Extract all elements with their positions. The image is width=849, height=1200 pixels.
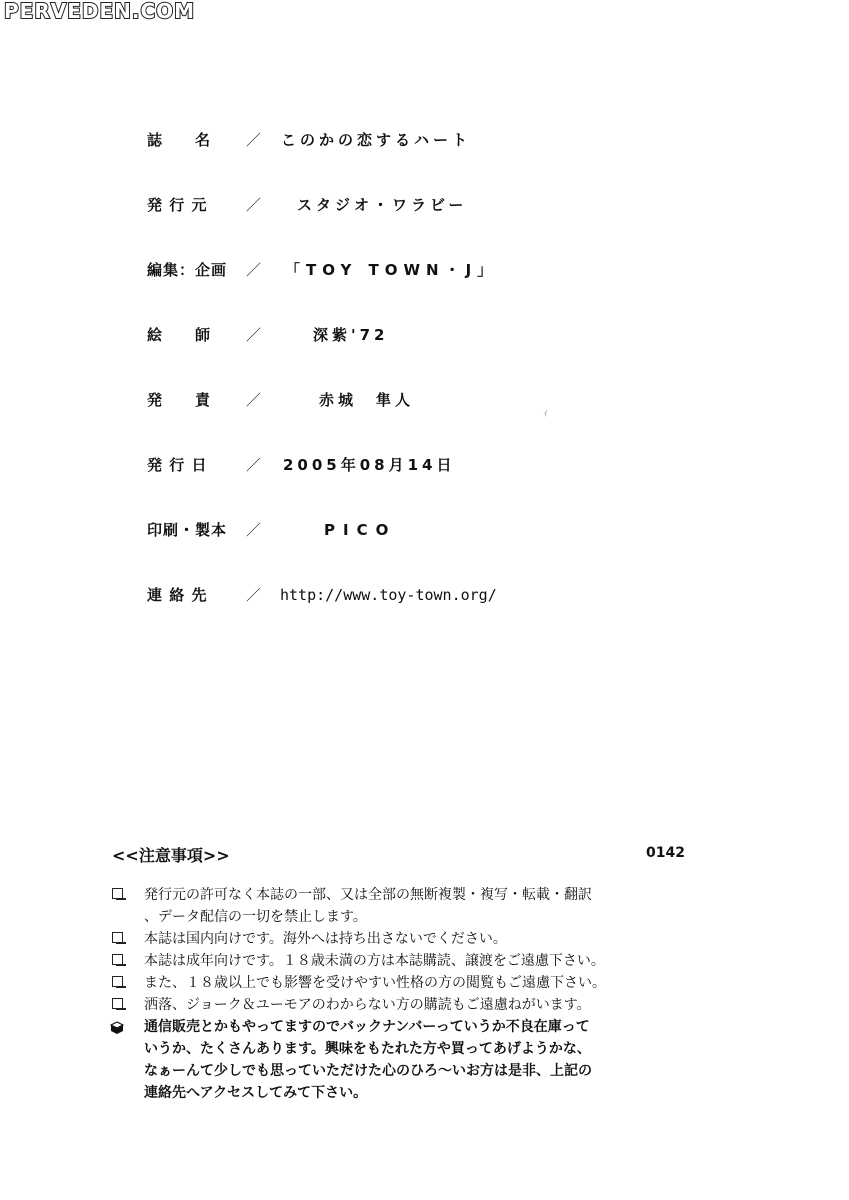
notice-item bbox=[110, 994, 710, 1016]
notice-text: 本誌は成年向けです。１８歳未満の方は本誌購読、譲渡をご遠慮下さい。 bbox=[144, 953, 605, 969]
notice-item bbox=[110, 884, 710, 928]
colophon-separator: ／ bbox=[246, 391, 262, 409]
colophon-row-printing bbox=[147, 518, 707, 583]
colophon-value: 「TOY TOWN・J」 bbox=[285, 261, 499, 279]
colophon-row-title bbox=[147, 128, 707, 193]
checkbox-icon bbox=[112, 954, 123, 965]
colophon-value: スタジオ・ワラビー bbox=[297, 196, 468, 214]
checkbox-icon bbox=[112, 888, 123, 899]
colophon-value: このかの恋するハート bbox=[281, 131, 472, 149]
colophon-label: 連 絡 先 bbox=[147, 586, 208, 604]
checkbox-icon bbox=[112, 998, 123, 1009]
colophon-label: 発 責 bbox=[147, 391, 212, 409]
checkbox-icon bbox=[112, 932, 123, 943]
notice-text: 洒落、ジョーク＆ユーモアのわからない方の購読もご遠慮ねがいます。 bbox=[144, 997, 591, 1013]
site-watermark: PERVEDEN.COM bbox=[4, 0, 196, 23]
box-icon-graphic bbox=[110, 1021, 124, 1035]
colophon-label: 誌 名 bbox=[147, 131, 212, 149]
colophon-value: 2005年08月14日 bbox=[283, 456, 456, 474]
colophon-row-contact bbox=[147, 583, 707, 648]
notice-item-mail-order bbox=[110, 1016, 710, 1104]
colophon-label: 印刷・製本 bbox=[147, 521, 228, 539]
colophon-label: 発 行 日 bbox=[147, 456, 208, 474]
colophon-row-editing bbox=[147, 258, 707, 323]
colophon-label: 編集：企画 bbox=[147, 261, 228, 279]
page-number: 0142 bbox=[646, 845, 685, 861]
colophon-label: 絵 師 bbox=[147, 326, 212, 344]
colophon-separator: ／ bbox=[246, 456, 262, 474]
box-icon bbox=[110, 1020, 124, 1034]
colophon-value: 深紫'72 bbox=[313, 326, 389, 344]
colophon-separator: ／ bbox=[246, 261, 262, 279]
colophon-row-responsible bbox=[147, 388, 707, 453]
notice-text: また、１８歳以上でも影響を受けやすい性格の方の閲覧もご遠慮下さい。 bbox=[144, 975, 606, 991]
colophon bbox=[147, 128, 707, 648]
notice-item bbox=[110, 972, 710, 994]
colophon-label: 発 行 元 bbox=[147, 196, 208, 214]
colophon-row-artist bbox=[147, 323, 707, 388]
notice-text: 本誌は国内向けです。海外へは持ち出さないでください。 bbox=[144, 931, 507, 947]
contact-url: http://www.toy-town.org/ bbox=[280, 586, 497, 604]
colophon-separator: ／ bbox=[246, 196, 262, 214]
notices-list bbox=[110, 884, 710, 1104]
notice-item bbox=[110, 928, 710, 950]
colophon-separator: ／ bbox=[246, 131, 262, 149]
checkbox-icon bbox=[112, 976, 123, 987]
notice-item bbox=[110, 950, 710, 972]
notice-text: 通信販売とかもやってますのでバックナンバーっていうか不良在庫って いうか、たくさんあります。興味をもたれた方や買ってあげようかな、 なぁーんて少しでも思っていただけた心のひろ～いお方は是非、上記の 連絡先へアクセスしてみて下さい。 bbox=[144, 1019, 592, 1101]
notice-text: 発行元の許可なく本誌の一部、又は全部の無断複製・複写・転載・翻訳 、データ配信の一切を禁止します。 bbox=[144, 887, 592, 925]
notice-header: <<注意事項>> bbox=[112, 846, 230, 865]
print-speck: ｨ bbox=[543, 408, 548, 419]
colophon-value: PICO bbox=[324, 521, 397, 539]
colophon-row-publisher bbox=[147, 193, 707, 258]
colophon-separator: ／ bbox=[246, 326, 262, 344]
colophon-separator: ／ bbox=[246, 586, 262, 604]
colophon-value: 赤城 隼人 bbox=[319, 391, 415, 409]
colophon-separator: ／ bbox=[246, 521, 262, 539]
colophon-row-date bbox=[147, 453, 707, 518]
